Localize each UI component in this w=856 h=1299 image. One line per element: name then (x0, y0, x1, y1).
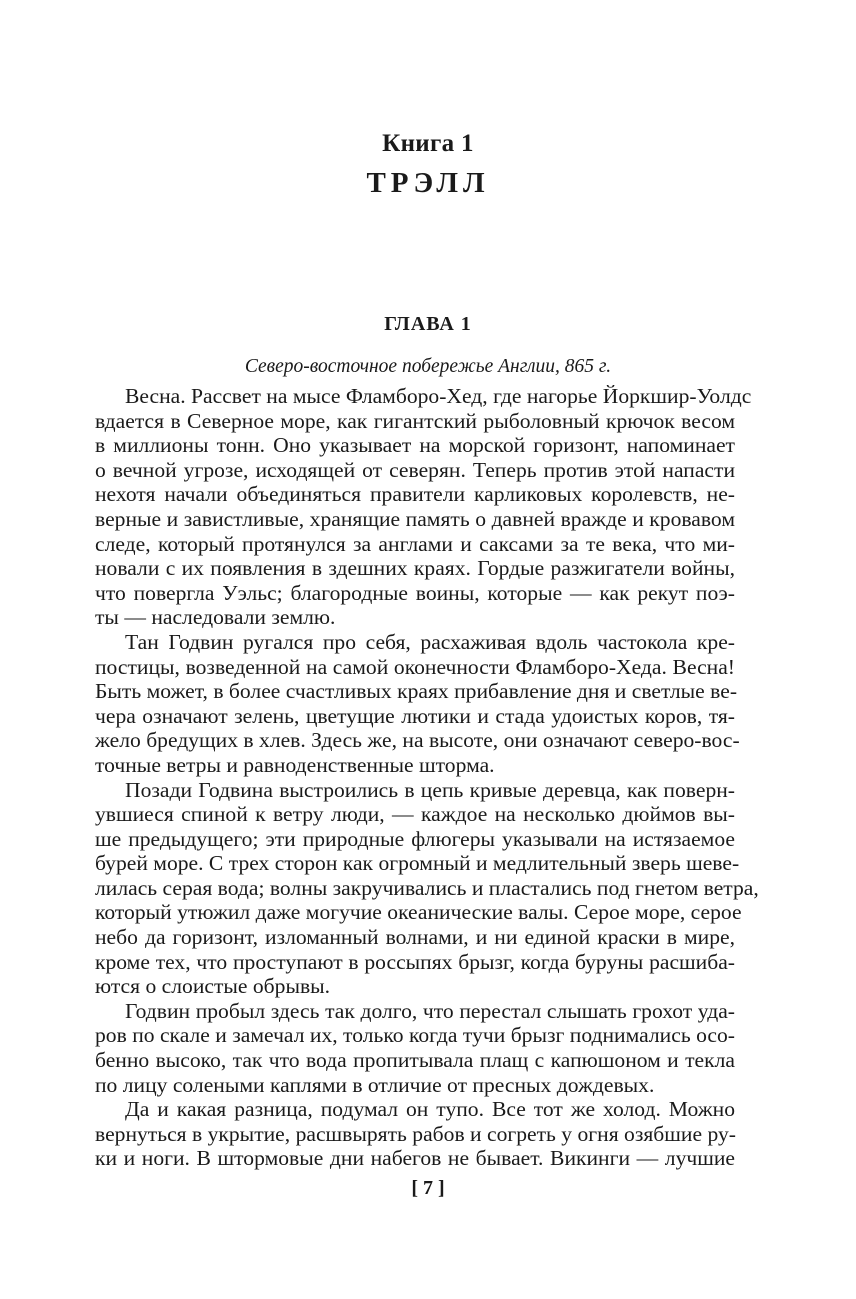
body-text (95, 384, 759, 1171)
text-line: Годвин пробыл здесь так долго, что перестал слышать грохот уда- (125, 998, 735, 1023)
text-line: Позади Годвина выстроились в цепь кривые деревца, как поверн- (125, 777, 735, 802)
text-line: нехотя начали объединяться правители карликовых королевств, не- (95, 482, 735, 507)
text-line: следе, который протянулся за англами и саксами за те века, что ми- (95, 531, 735, 556)
text-line: вдается в Северное море, как гигантский рыболовный крючок весом (95, 408, 735, 433)
text-line: в миллионы тонн. Оно указывает на морской горизонт, напоминает (95, 433, 735, 458)
chapter-subtitle: Северо-восточное побережье Англии, 865 г. (244, 356, 612, 377)
text-line: кроме тех, что проступают в россыпях брызг, когда буруны расшиба- (95, 949, 735, 974)
text-line: бенно высоко, так что вода пропитывала плащ с капюшоном и текла (95, 1048, 735, 1073)
text-line: постицы, возведенной на самой оконечности Фламборо-Хеда. Весна! (95, 654, 735, 679)
text-line: ки и ноги. В штормовые дни набегов не бывает. Викинги — лучшие (95, 1146, 735, 1171)
text-line: вернуться в укрытие, расшвырять рабов и согреть у огня озябшие ру- (95, 1121, 736, 1146)
book-title: ТРЭЛЛ (366, 167, 490, 199)
text-line: точные ветры и равноденственные шторма. (95, 752, 495, 777)
text-line: Весна. Рассвет на мысе Фламборо-Хед, где нагорье Йоркшир-Уолдс (125, 384, 752, 408)
text-line: ты — наследовали землю. (95, 605, 336, 630)
book-label: Книга 1 (382, 130, 474, 157)
text-line: ше предыдущего; эти природные флюгеры указывали на истязаемое (95, 826, 735, 851)
text-line: ров по скале и замечал их, только когда тучи брызг поднимались осо- (95, 1023, 735, 1048)
text-line: Тан Годвин ругался про себя, расхаживая вдоль частокола кре- (125, 629, 735, 654)
text-line: верные и завистливые, хранящие память о давней вражде и кровавом (95, 506, 735, 531)
text-line: о вечной угрозе, исходящей от северян. Теперь против этой напасти (95, 457, 735, 482)
text-line: увшиеся спиной к ветру люди, — каждое на несколько дюймов вы- (95, 802, 735, 827)
text-line: Быть может, в более счастливых краях прибавление дня и светлые ве- (95, 679, 738, 704)
text-line: чера означают зелень, цветущие лютики и стада удоистых коров, тя- (95, 703, 735, 728)
text-line: ются о слоистые обрывы. (95, 974, 331, 999)
text-line: лилась серая вода; волны закручивались и пластались под гнетом ветра, (95, 875, 759, 900)
chapter-title: ГЛАВА 1 (384, 313, 472, 335)
text-line: новали с их появления в здешних краях. Гордые разжигатели войны, (95, 556, 735, 581)
text-line: бурей море. С трех сторон как огромный и медлительный зверь шеве- (95, 851, 740, 876)
text-line: небо да горизонт, изломанный волнами, и ни единой краски в мире, (95, 925, 735, 950)
text-line: который утюжил даже могучие океанические валы. Серое море, серое (95, 900, 742, 925)
text-line: жело бредущих в хлев. Здесь же, на высоте, они означают северо-вос- (95, 728, 740, 753)
page-number: [ 7 ] (411, 1177, 445, 1199)
text-line: Да и какая разница, подумал он тупо. Все тот же холод. Можно (125, 1097, 735, 1122)
text-line: по лицу солеными каплями в отличие от пресных дождевых. (95, 1072, 655, 1097)
text-line: что повергла Уэльс; благородные воины, которые — как рекут поэ- (95, 580, 735, 605)
